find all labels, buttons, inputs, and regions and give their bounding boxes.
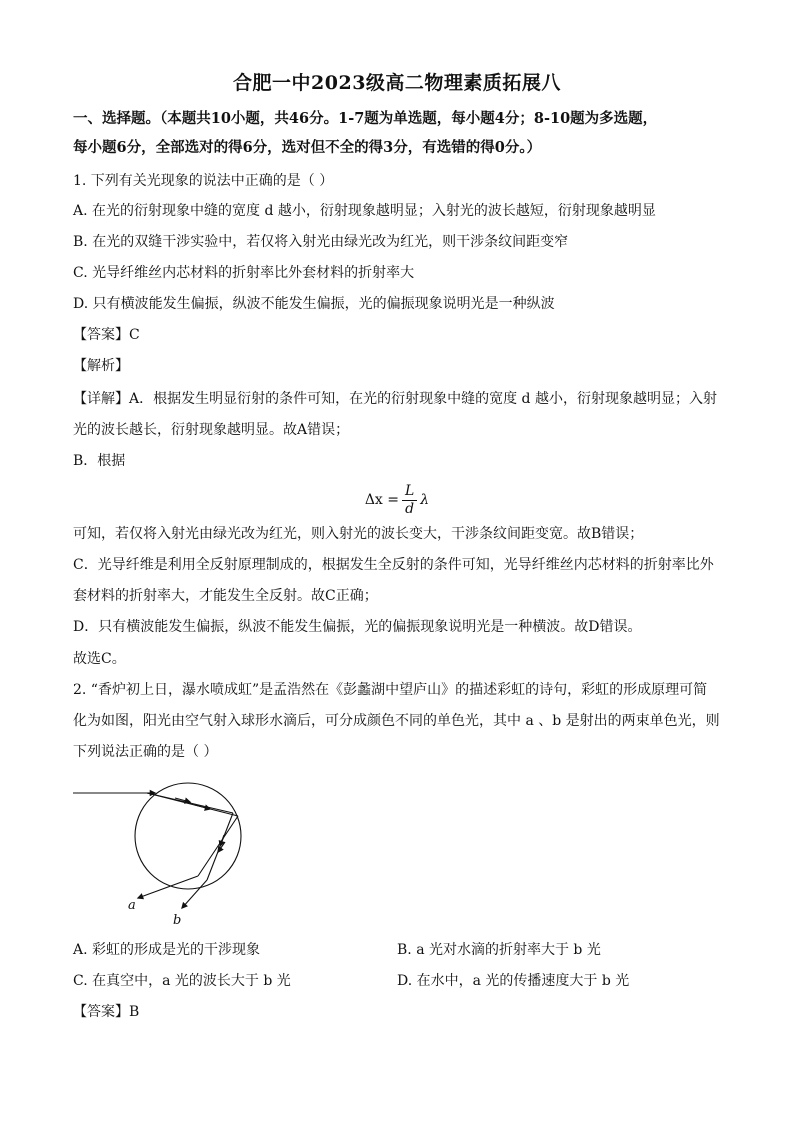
formula-rhs: λ: [420, 492, 430, 508]
q2-answer: 【答案】B: [73, 1004, 140, 1020]
formula-denominator: d: [405, 500, 415, 517]
q1-answer: 【答案】C: [73, 327, 140, 343]
q2-option-b: B. a 光对水滴的折射率大于 b 光: [397, 942, 601, 958]
formula-fraction: [402, 483, 417, 518]
reflected-ray-a: [198, 816, 238, 876]
formula-lhs: Δx =: [364, 492, 399, 508]
q1-detail-line4: 可知，若仅将入射光由绿光改为红光，则入射光的波长变大，干涉条纹间距变宽。故B错误；: [73, 526, 644, 542]
ray-b-label: b: [173, 913, 182, 928]
raindrop-diagram: [70, 780, 270, 930]
page-title: 合肥一中2023级高二物理素质拓展八: [233, 72, 561, 94]
exit-ray-b: [182, 880, 207, 908]
refracted-ray-a-in: [147, 793, 238, 816]
q1-detail-line7: D．只有横波能发生偏振，纵波不能发生偏振，光的偏振现象说明光是一种横波。故D错误。: [73, 619, 642, 635]
q2-stem-line3: 下列说法正确的是（ ）: [73, 744, 218, 760]
q1-stem: 1. 下列有关光现象的说法中正确的是（ ）: [73, 173, 334, 189]
q2-option-c: C. 在真空中，a 光的波长大于 b 光: [73, 973, 291, 989]
q1-detail-line2: 光的波长越长，衍射现象越明显。故A错误；: [73, 422, 350, 438]
ray-a-label: a: [128, 898, 136, 913]
q1-conclusion: 故选C。: [73, 651, 126, 667]
q1-detail-line5: C．光导纤维是利用全反射原理制成的，根据发生全反射的条件可知，光导纤维丝内芯材料的折射率比外: [73, 557, 714, 573]
q2-option-a: A. 彩虹的形成是光的干涉现象: [73, 942, 261, 958]
section-instructions-line1: 一、选择题。（本题共10小题，共46分。1-7题为单选题，每小题4分；8-10题为多选题，: [73, 110, 658, 127]
formula-numerator: L: [402, 483, 417, 501]
section-instructions-line2: 每小题6分，全部选对的得6分，选对但不全的得3分，有选错的得0分。）: [73, 139, 542, 156]
q1-analysis-label: 【解析】: [73, 358, 129, 374]
q1-option-a: A. 在光的衍射现象中缝的宽度 d 越小，衍射现象越明显；入射光的波长越短，衍射现象越明显: [73, 203, 656, 219]
q1-option-b: B. 在光的双缝干涉实验中，若仅将入射光由绿光改为红光，则干涉条纹间距变窄: [73, 234, 569, 250]
fringe-spacing-formula: [0, 480, 794, 520]
exit-ray-a: [138, 876, 198, 898]
q1-detail-line3: B．根据: [73, 453, 126, 469]
q2-option-d: D. 在水中，a 光的传播速度大于 b 光: [397, 973, 630, 989]
q1-detail-line6: 套材料的折射率大，才能发生全反射。故C正确；: [73, 588, 378, 604]
q2-stem-line1: 2. “香炉初上日，瀑水喷成虹”是孟浩然在《彭蠡湖中望庐山》的描述彩虹的诗句，彩虹的形成原理可简: [73, 682, 708, 698]
q1-detail-line1: 【详解】A．根据发生明显衍射的条件可知，在光的衍射现象中缝的宽度 d 越小，衍射现象越明显；入射: [73, 391, 717, 407]
q1-option-c: C. 光导纤维丝内芯材料的折射率比外套材料的折射率大: [73, 265, 415, 281]
q2-stem-line2: 化为如图，阳光由空气射入球形水滴后，可分成颜色不同的单色光，其中 a 、b 是射出的两束单色光，则: [73, 713, 720, 729]
q1-option-d: D. 只有横波能发生偏振，纵波不能发生偏振，光的偏振现象说明光是一种纵波: [73, 296, 555, 312]
